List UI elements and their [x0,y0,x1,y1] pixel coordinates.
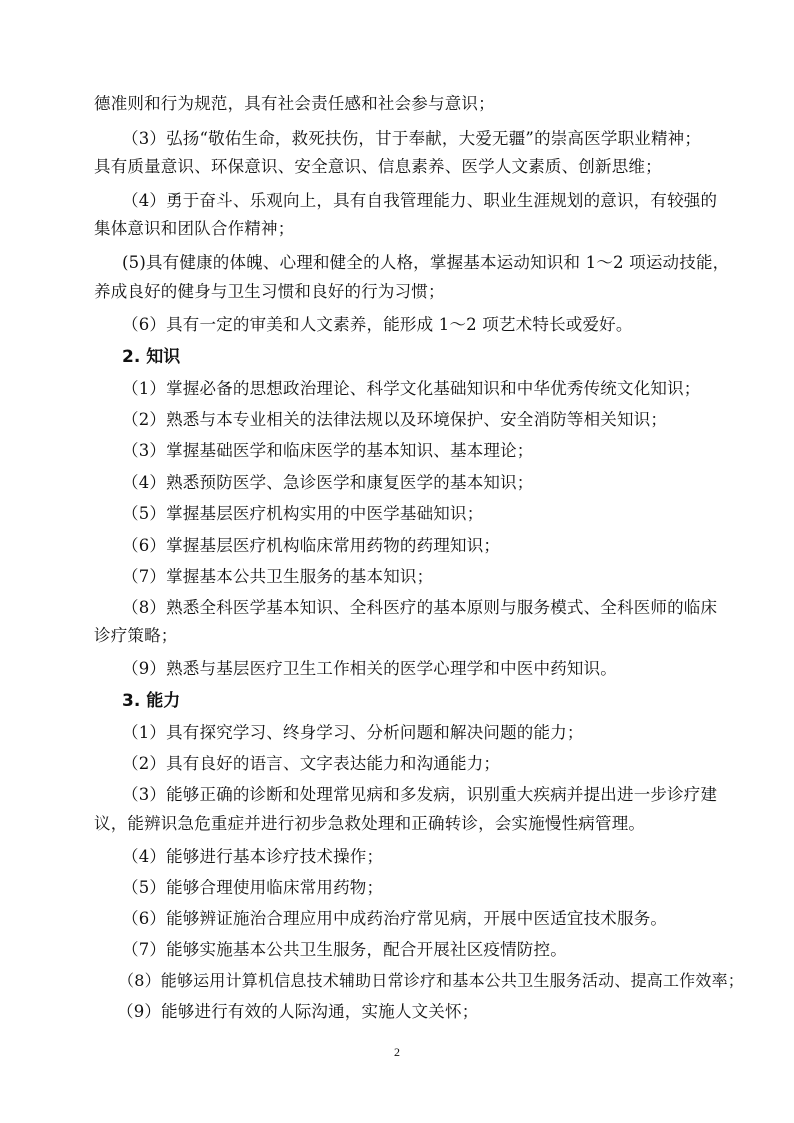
list-item: （5）掌握基层医疗机构实用的中医学基础知识； [122,504,484,524]
list-item: （4）能够进行基本诊疗技术操作； [122,846,384,866]
text-line: 德准则和行为规范，具有社会责任感和社会参与意识； [94,94,495,113]
list-item: （9）能够进行有效的人际沟通，实施人文关怀； [117,1002,479,1021]
list-item: （4）熟悉预防医学、急诊医学和康复医学的基本知识； [122,473,534,493]
text-line: 具有质量意识、环保意识、安全意识、信息素养、医学人文素质、创新思维； [94,157,662,177]
list-item: （3）能够正确的诊断和处理常见病和多发病，识别重大疾病并提出进一步诊疗建 [122,785,718,805]
list-item: （1）具有探究学习、终身学习、分析问题和解决问题的能力； [122,722,584,742]
list-item: （2）熟悉与本专业相关的法律法规以及环境保护、安全消防等相关知识； [122,410,668,430]
list-item: （1）掌握必备的思想政治理论、科学文化基础知识和中华优秀传统文化知识； [122,379,701,399]
list-item: （2）具有良好的语言、文字表达能力和沟通能力； [122,754,501,773]
list-item: （8）能够运用计算机信息技术辅助日常诊疗和基本公共卫生服务活动、提高工作效率； [118,970,744,990]
list-item: （7）能够实施基本公共卫生服务，配合开展社区疫情防控。 [122,939,567,959]
section-heading-ability: 3. 能力 [122,691,181,711]
list-item: （3）掌握基础医学和临床医学的基本知识、基本理论； [122,441,534,461]
text-line: （3）弘扬“敬佑生命，救死扶伤，甘于奉献，大爱无疆”的崇高医学职业精神； [122,128,702,148]
section-heading-knowledge: 2. 知识 [122,347,181,368]
text-line: （4）勇于奋斗、乐观向上，具有自我管理能力、职业生涯规划的意识，有较强的 [122,190,718,210]
page-number: 2 [394,1045,400,1059]
list-item: （5）能够合理使用临床常用药物； [122,877,384,897]
list-item: （7）掌握基本公共卫生服务的基本知识； [122,566,434,586]
text-line: 养成良好的健身与卫生习惯和良好的行为习惯； [94,281,445,301]
list-item-continuation: 诊疗策略； [94,626,178,646]
text-line: （6）具有一定的审美和人文素养，能形成 1～2 项艺术特长或爱好。 [122,315,633,335]
list-item: （6）掌握基层医疗机构临床常用药物的药理知识； [122,535,501,555]
list-item: （8）熟悉全科医学基本知识、全科医疗的基本原则与服务模式、全科医师的临床 [122,597,718,617]
list-item: （9）熟悉与基层医疗卫生工作相关的医学心理学和中医中药知识。 [122,659,617,678]
text-line: 集体意识和团队合作精神； [94,219,295,239]
text-line: (5)具有健康的体魄、心理和健全的人格，掌握基本运动知识和 1～2 项运动技能， [122,253,730,272]
list-item-continuation: 议，能辨识急危重症并进行初步急救处理和正确转诊，会实施慢性病管理。 [94,813,646,833]
list-item: （6）能够辨证施治合理应用中成药治疗常见病，开展中医适宜技术服务。 [122,908,668,928]
